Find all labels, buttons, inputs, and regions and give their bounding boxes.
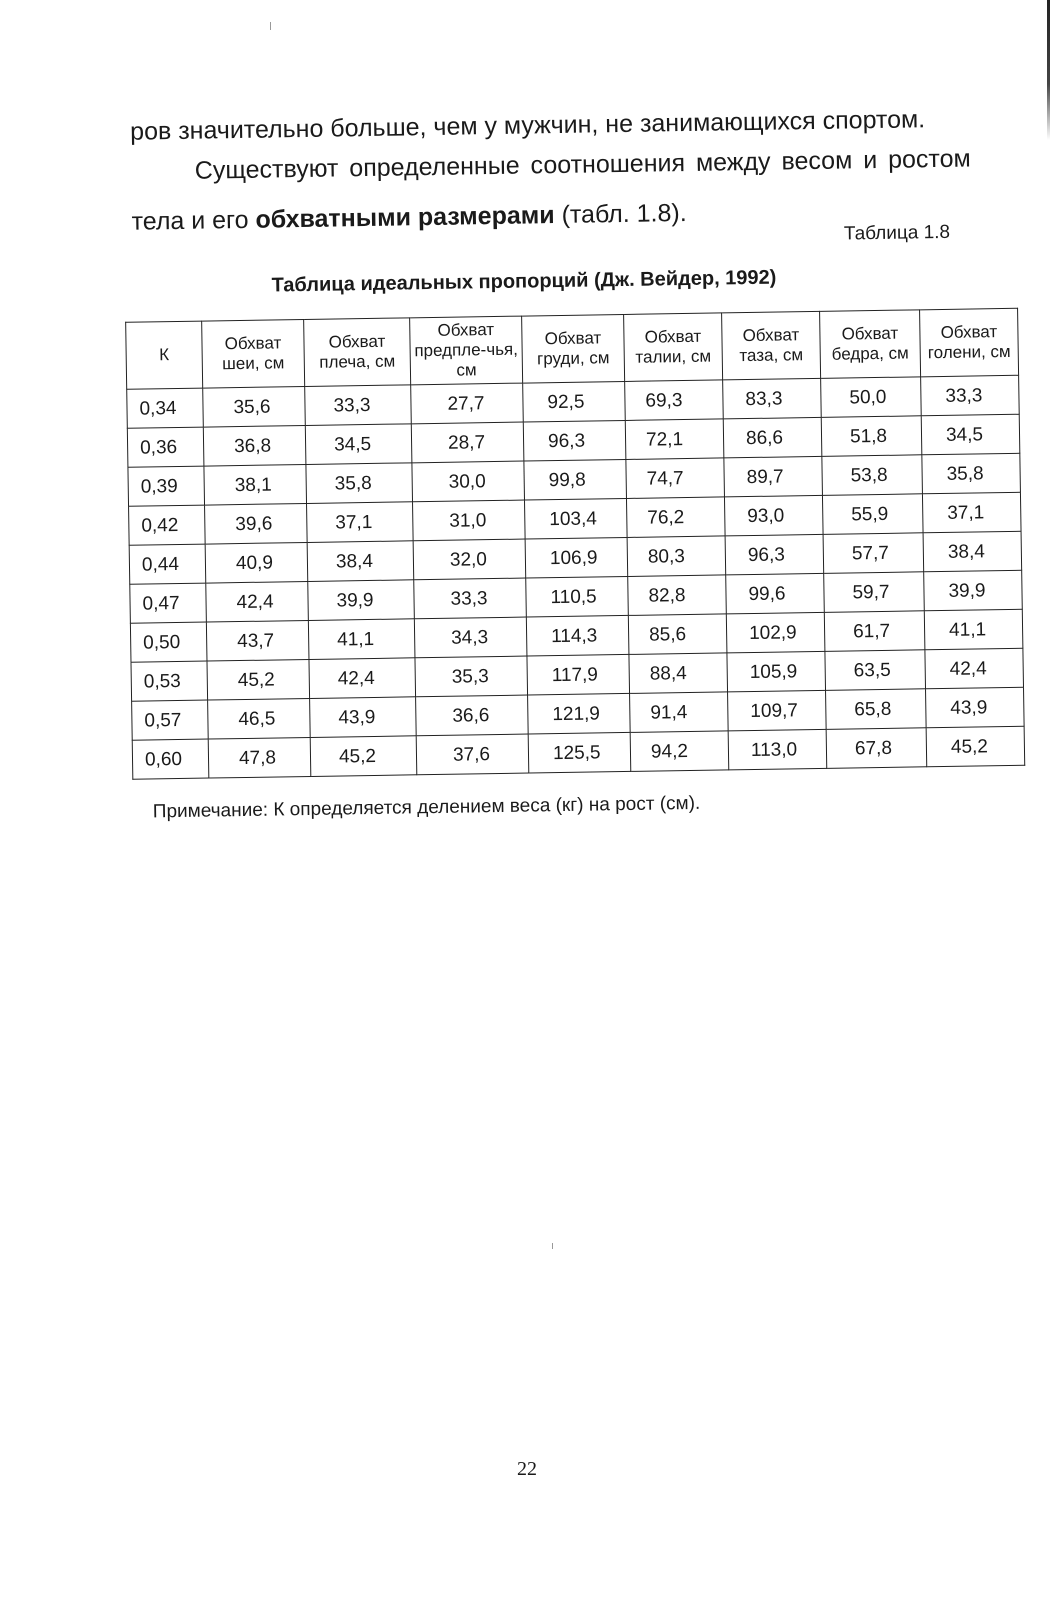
header-pelvis: Обхват таза, см bbox=[722, 311, 821, 380]
table-cell: 61,7 bbox=[824, 611, 925, 652]
header-shin: Обхват голени, см bbox=[920, 308, 1019, 377]
table-cell: 33,3 bbox=[921, 375, 1020, 416]
table-cell: 82,8 bbox=[628, 575, 727, 616]
k-value-cell: 0,34 bbox=[127, 388, 204, 428]
table-cell: 36,6 bbox=[416, 695, 529, 736]
table-cell: 35,8 bbox=[922, 453, 1021, 494]
table-cell: 43,9 bbox=[926, 687, 1025, 728]
table-cell: 50,0 bbox=[821, 377, 922, 418]
table-cell: 72,1 bbox=[625, 419, 724, 460]
page-number: 22 bbox=[517, 1458, 537, 1480]
table-cell: 88,4 bbox=[629, 653, 728, 694]
table-cell: 37,6 bbox=[416, 734, 529, 775]
table-cell: 74,7 bbox=[626, 458, 725, 499]
header-upper-arm: Обхват плеча, см bbox=[304, 318, 411, 387]
table-cell: 38,1 bbox=[204, 464, 307, 505]
table-cell: 67,8 bbox=[826, 728, 927, 769]
k-value-cell: 0,53 bbox=[131, 661, 208, 701]
table-cell: 31,0 bbox=[413, 500, 526, 541]
table-cell: 76,2 bbox=[626, 497, 725, 538]
table-cell: 91,4 bbox=[630, 692, 729, 733]
table-cell: 41,1 bbox=[308, 619, 415, 660]
table-cell: 83,3 bbox=[723, 378, 822, 419]
table-cell: 42,4 bbox=[206, 581, 309, 622]
header-forearm: Обхват предпле-чья, см bbox=[410, 316, 523, 385]
k-value-cell: 0,57 bbox=[132, 700, 209, 740]
header-thigh: Обхват бедра, см bbox=[820, 310, 921, 379]
paragraph-text: Существуют определенные соотношения между весом и ростом тела и его bbox=[131, 144, 971, 236]
table-cell: 103,4 bbox=[524, 498, 627, 539]
table-cell: 114,3 bbox=[526, 615, 629, 656]
header-neck: Обхват шеи, см bbox=[202, 320, 305, 389]
table-cell: 125,5 bbox=[528, 732, 631, 773]
k-value-cell: 0,50 bbox=[130, 622, 207, 662]
table-cell: 105,9 bbox=[727, 651, 826, 692]
table-cell: 106,9 bbox=[525, 537, 628, 578]
table-cell: 96,3 bbox=[523, 420, 626, 461]
table-cell: 37,1 bbox=[922, 492, 1021, 533]
table-cell: 80,3 bbox=[627, 536, 726, 577]
bold-term: обхватными размерами bbox=[255, 201, 555, 234]
table-cell: 59,7 bbox=[824, 572, 925, 613]
table-cell: 33,3 bbox=[305, 385, 412, 426]
table-cell: 99,6 bbox=[726, 573, 825, 614]
table-cell: 51,8 bbox=[821, 416, 922, 457]
table-cell: 65,8 bbox=[826, 689, 927, 730]
k-value-cell: 0,44 bbox=[129, 544, 206, 584]
table-cell: 37,1 bbox=[307, 502, 414, 543]
table-cell: 28,7 bbox=[411, 422, 524, 463]
table-cell: 93,0 bbox=[724, 495, 823, 536]
table-cell: 41,1 bbox=[924, 609, 1023, 650]
table-cell: 34,3 bbox=[414, 617, 527, 658]
body-line: ров значительно больше, чем у мужчин, не занимающихся спортом. bbox=[129, 105, 926, 146]
paragraph-text-end: (табл. 1.8). bbox=[554, 198, 687, 230]
header-waist: Обхват талии, см bbox=[624, 313, 723, 382]
table-cell: 35,8 bbox=[306, 463, 413, 504]
table-cell: 86,6 bbox=[723, 417, 822, 458]
table-cell: 55,9 bbox=[822, 494, 923, 535]
table-cell: 42,4 bbox=[309, 658, 416, 699]
table-cell: 38,4 bbox=[307, 541, 414, 582]
table-cell: 53,8 bbox=[822, 455, 923, 496]
k-value-cell: 0,42 bbox=[129, 505, 206, 545]
table-cell: 113,0 bbox=[728, 729, 827, 770]
table-cell: 69,3 bbox=[625, 380, 724, 421]
table-cell: 110,5 bbox=[526, 576, 629, 617]
table-cell: 63,5 bbox=[825, 650, 926, 691]
table-cell: 27,7 bbox=[411, 383, 524, 424]
table-cell: 102,9 bbox=[726, 612, 825, 653]
table-label: Таблица 1.8 bbox=[843, 221, 951, 245]
table-cell: 34,5 bbox=[305, 424, 412, 465]
k-value-cell: 0,39 bbox=[128, 466, 205, 506]
table-cell: 38,4 bbox=[923, 531, 1022, 572]
table-cell: 45,2 bbox=[207, 659, 310, 700]
k-value-cell: 0,60 bbox=[132, 739, 209, 779]
table-cell: 39,9 bbox=[924, 570, 1023, 611]
table-cell: 33,3 bbox=[414, 578, 527, 619]
table-cell: 30,0 bbox=[412, 461, 525, 502]
table-cell: 39,6 bbox=[205, 503, 308, 544]
table-cell: 43,7 bbox=[206, 620, 309, 661]
header-chest: Обхват груди, см bbox=[522, 314, 625, 383]
table-cell: 109,7 bbox=[728, 690, 827, 731]
table-cell: 47,8 bbox=[208, 737, 311, 778]
table-cell: 94,2 bbox=[630, 731, 729, 772]
table-cell: 32,0 bbox=[413, 539, 526, 580]
table-cell: 57,7 bbox=[823, 533, 924, 574]
table-cell: 117,9 bbox=[527, 654, 630, 695]
table-cell: 89,7 bbox=[724, 456, 823, 497]
table-cell: 96,3 bbox=[725, 534, 824, 575]
table-note: Примечание: К определяется делением веса (кг) на рост (см). bbox=[152, 792, 701, 823]
table-cell: 42,4 bbox=[925, 648, 1024, 689]
table-cell: 43,9 bbox=[310, 697, 417, 738]
table-cell: 45,2 bbox=[926, 726, 1025, 767]
table-cell: 85,6 bbox=[628, 614, 727, 655]
k-value-cell: 0,36 bbox=[127, 427, 204, 467]
table-cell: 39,9 bbox=[308, 580, 415, 621]
header-k: К bbox=[126, 321, 203, 389]
table-title: Таблица идеальных пропорций (Дж. Вейдер, 1992) bbox=[271, 266, 777, 297]
table-cell: 35,3 bbox=[415, 656, 528, 697]
proportions-table bbox=[125, 308, 1025, 780]
table-cell: 92,5 bbox=[523, 381, 626, 422]
table-cell: 45,2 bbox=[310, 736, 417, 777]
table-cell: 40,9 bbox=[205, 542, 308, 583]
k-value-cell: 0,47 bbox=[130, 583, 207, 623]
table-cell: 99,8 bbox=[524, 459, 627, 500]
table-body bbox=[127, 375, 1025, 779]
table-cell: 46,5 bbox=[208, 698, 311, 739]
table-cell: 34,5 bbox=[921, 414, 1020, 455]
table-cell: 35,6 bbox=[203, 386, 306, 427]
table-cell: 36,8 bbox=[203, 425, 306, 466]
table-cell: 121,9 bbox=[528, 693, 631, 734]
